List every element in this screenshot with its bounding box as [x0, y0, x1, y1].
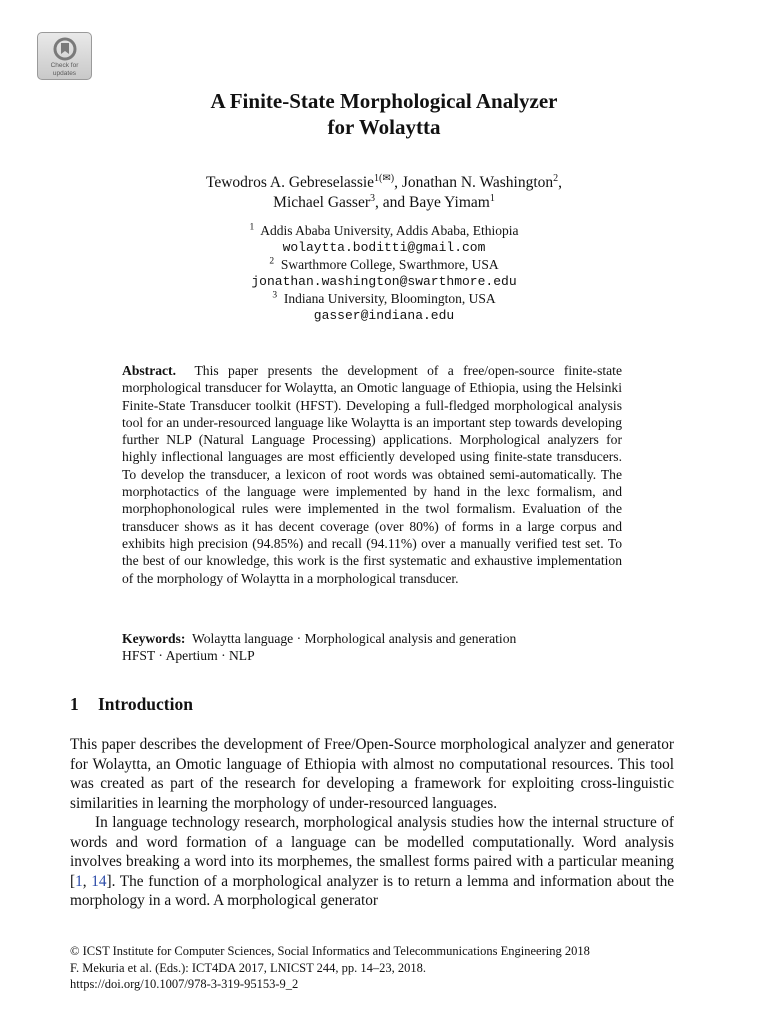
affiliation-2-name: Swarthmore College, Swarthmore, USA [280, 257, 499, 272]
section-title: Introduction [98, 694, 193, 714]
badge-text-line2: updates [52, 70, 77, 77]
author-sep: , [558, 174, 563, 191]
keywords-label: Keywords: [122, 631, 186, 646]
affiliations [0, 222, 768, 324]
citation-link-14[interactable]: 14 [91, 872, 107, 890]
footer-citation: F. Mekuria et al. (Eds.): ICT4DA 2017, LNICST 244, pp. 14–23, 2018. [70, 960, 427, 975]
footer-copyright: © ICST Institute for Computer Sciences, Social Informatics and Telecommunications Engineering 2018 [70, 944, 590, 958]
keywords [122, 630, 622, 665]
author-2-sup: 2 [553, 172, 559, 184]
email-3[interactable]: gasser@indiana.edu [313, 308, 455, 323]
title-line1: A Finite-State Morphological Analyzer [210, 89, 558, 113]
paragraph-2 [70, 813, 674, 911]
author-2: , Jonathan N. Washington [394, 174, 554, 191]
affiliation-2-num: 2 [269, 256, 275, 267]
copyright-footer [70, 943, 690, 993]
abstract [122, 362, 622, 587]
citation-link-1[interactable]: 1 [75, 872, 83, 890]
author-1: Tewodros A. Gebreselassie [205, 174, 375, 191]
author-4-sup: 1 [489, 192, 495, 204]
title-line2: for Wolaytta [327, 115, 441, 139]
author-list [0, 173, 768, 212]
author-4: , and Baye Yimam [375, 193, 490, 211]
section-number: 1 [70, 694, 79, 714]
body-text [70, 735, 674, 911]
check-for-updates-badge[interactable] [37, 32, 92, 80]
footer-doi-link[interactable]: https://doi.org/10.1007/978-3-319-95153-9_2 [70, 977, 299, 991]
affiliation-1-num: 1 [249, 222, 255, 233]
paragraph-2-a: In language technology research, morphological analysis studies how the internal structure of words and word formation of a language can be modelled computationally. Word analysis involves breaking a word into its morphemes, the smallest forms paired with a particular meaning [ [70, 814, 674, 890]
keywords-line2: HFST · Apertium · NLP [122, 648, 255, 664]
email-1[interactable]: wolaytta.boditti@gmail.com [282, 240, 486, 255]
bookmark-ring-icon [53, 37, 77, 61]
affiliation-3-num: 3 [272, 290, 278, 301]
affiliation-2 [0, 256, 768, 273]
author-3-sup: 3 [370, 192, 376, 204]
affiliation-3-name: Indiana University, Bloomington, USA [283, 291, 496, 306]
paragraph-1: This paper describes the development of Free/Open-Source morphological analyzer and generator for Wolaytta, an Omotic language of Ethiopia with almost no computational resources. This tool was created as part of the research for developing a framework for exploiting cross-linguistic similarities in learning the morphology of under-resourced languages. [70, 736, 674, 812]
badge-text-line1: Check for [50, 62, 79, 69]
affiliation-1-name: Addis Ababa University, Addis Ababa, Ethiopia [260, 223, 519, 238]
abstract-label: Abstract. [122, 363, 176, 378]
author-3: Michael Gasser [273, 193, 371, 211]
citation-sep: , [82, 872, 92, 890]
affiliation-3 [0, 290, 768, 307]
keywords-line1: Wolaytta language · Morphological analysis and generation [192, 631, 517, 646]
paragraph-2-b: ]. The function of a morphological analyzer is to return a lemma and information about the morphology in a word. A morphological generator [70, 872, 675, 909]
affiliation-1 [0, 222, 768, 239]
author-1-sup: 1(✉) [374, 172, 395, 184]
email-2[interactable]: jonathan.washington@swarthmore.edu [251, 274, 517, 289]
section-heading [70, 694, 193, 715]
abstract-text: This paper presents the development of a free/open-source finite-state morphological transducer for Wolaytta, an Omotic language of Ethiopia, using the Helsinki Finite-State Transducer toolkit (HFST). Developing a full-fledged morphological analysis tool for an under-resourced language like Wolaytta is an important step towards developing further NLP (Natural Language Processing) applications. Morphological analyzers for highly inflectional languages are most efficiently developed using finite-state transducers. To develop the transducer, a lexicon of root words was obtained semi-automatically. The morphotactics of the language were implemented by hand in the lexc formalism, and morphophonological rules were implemented in the twol formalism. Evaluation of the transducer shows as it has decent coverage (over 80%) of forms in a large corpus and exhibits high precision (94.85%) and recall (94.11%) over a manually verified test set. To the best of our knowledge, this work is the first systematic and exhaustive implementation of the morphology of Wolaytta in a morphological transducer. [122, 363, 622, 586]
paper-title [0, 88, 768, 140]
